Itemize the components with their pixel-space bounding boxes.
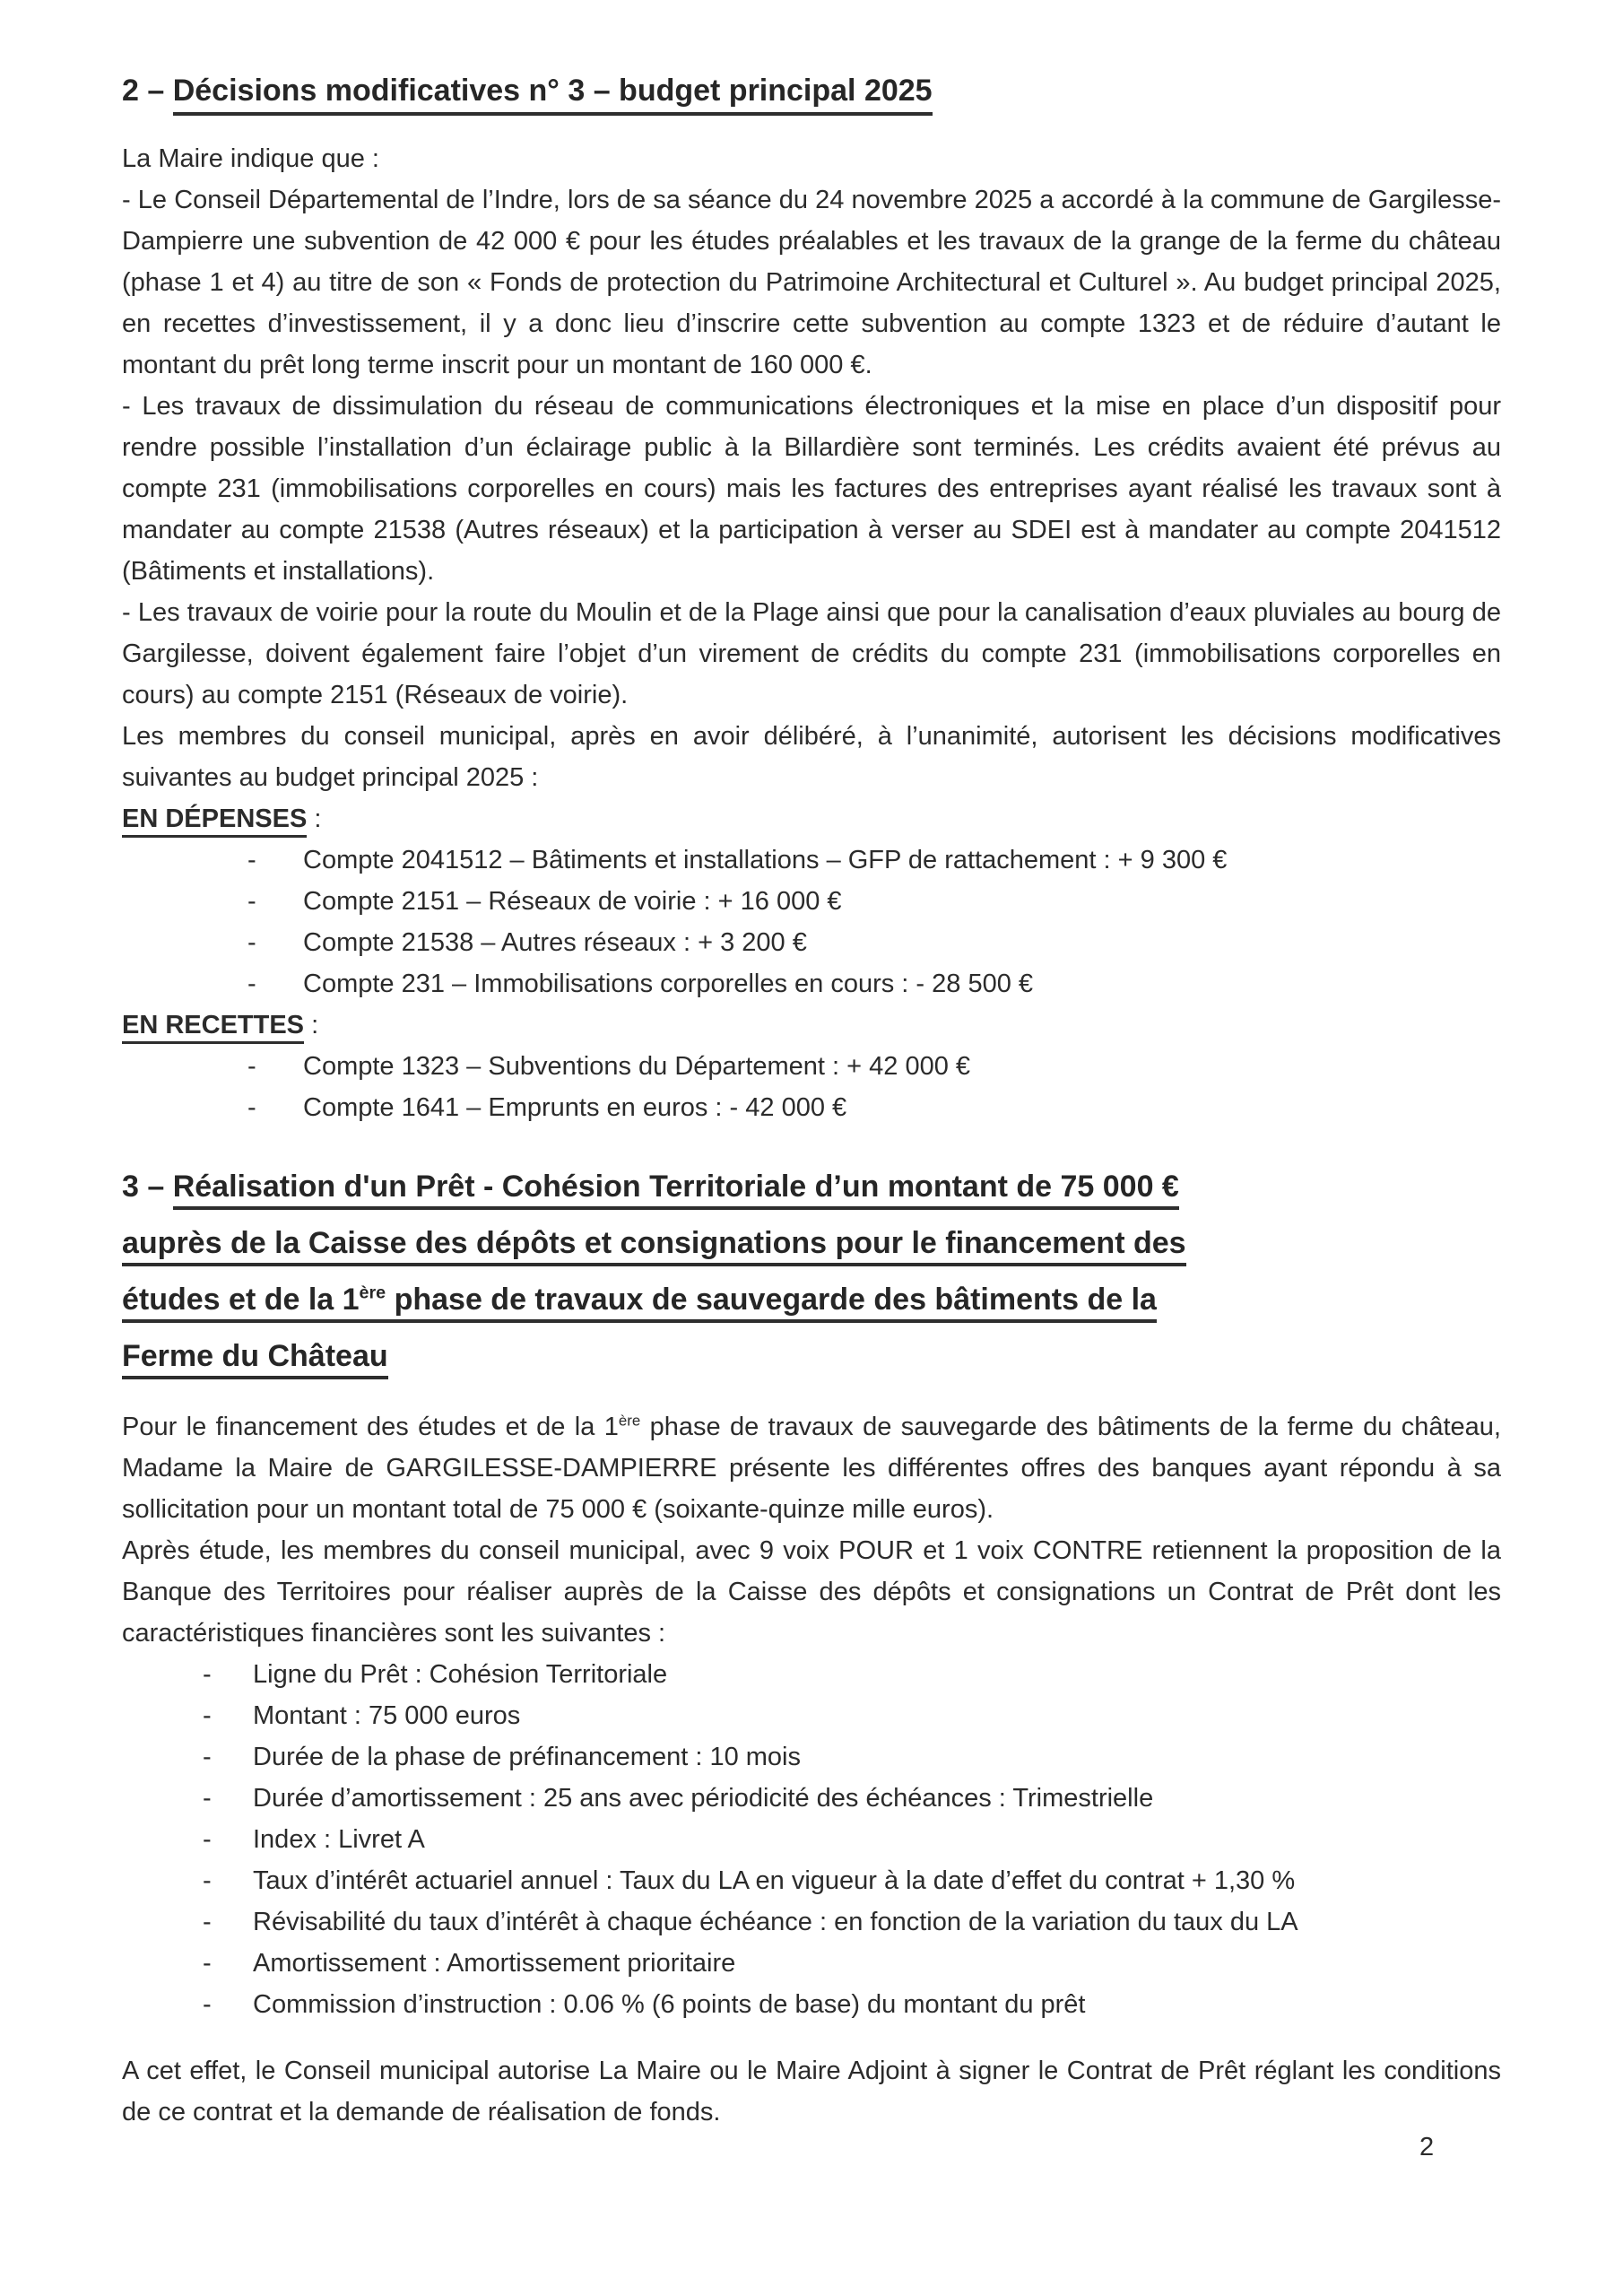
- loan-item-4: Durée d’amortissement : 25 ans avec périodicité des échéances : Trimestrielle: [253, 1784, 1154, 1813]
- dash-icon: -: [203, 1949, 212, 1978]
- recettes-item-1: Compte 1323 – Subventions du Département : + 42 000 €: [303, 1052, 971, 1081]
- dash-icon: -: [247, 970, 256, 998]
- depenses-item-4: Compte 231 – Immobilisations corporelles en cours : - 28 500 €: [303, 970, 1034, 998]
- list-item: [122, 1087, 1501, 1128]
- section-3-heading-line-4: [122, 1328, 1501, 1385]
- dash-icon: -: [247, 887, 256, 916]
- section-3-title-part-2: auprès de la Caisse des dépôts et consignations pour le financement des: [122, 1226, 1186, 1266]
- section-3-heading-line-2: [122, 1215, 1501, 1272]
- section-3-title-part-4: Ferme du Château: [122, 1339, 388, 1379]
- en-depenses-colon: :: [307, 804, 322, 833]
- en-recettes-colon: :: [304, 1011, 319, 1039]
- section-2-number: 2 –: [122, 74, 173, 108]
- dash-icon: -: [203, 1990, 212, 2019]
- section-3-title-part-1: Réalisation d'un Prêt - Cohésion Territoriale d’un montant de 75 000 €: [173, 1170, 1179, 1210]
- paragraph-vote: Après étude, les membres du conseil municipal, avec 9 voix POUR et 1 voix CONTRE retiennent la proposition de la Banque des Territoires pour réaliser auprès de la Caisse des dépôts et consignations un Contrat de Prêt dont les caractéristiques financières sont les suivantes :: [122, 1536, 1501, 1648]
- paragraph-subvention: - Le Conseil Départemental de l’Indre, lors de sa séance du 24 novembre 2025 a accordé à la commune de Gargilesse-Dampierre une subvention de 42 000 € pour les études préalables et les travaux de la grange de la ferme du château (phase 1 et 4) au titre de son « Fonds de protection du Patrimoine Architectural et Culturel ». Au budget principal 2025, en recettes d’investissement, il y a donc lieu d’inscrire cette subvention au compte 1323 et de réduire d’autant le montant du prêt long terme inscrit pour un montant de 160 000 €.: [122, 186, 1501, 379]
- en-recettes-label: EN RECETTES: [122, 1011, 304, 1044]
- list-item: [122, 1943, 1501, 1984]
- loan-item-8: Amortissement : Amortissement prioritaire: [253, 1949, 736, 1978]
- list-item: [122, 1984, 1501, 2025]
- depenses-item-1: Compte 2041512 – Bâtiments et installations – GFP de rattachement : + 9 300 €: [303, 846, 1228, 874]
- depenses-item-2: Compte 2151 – Réseaux de voirie : + 16 000 €: [303, 887, 842, 916]
- section-2-title: Décisions modificatives n° 3 – budget principal 2025: [173, 74, 933, 116]
- loan-item-7: Révisabilité du taux d’intérêt à chaque échéance : en fonction de la variation du taux du LA: [253, 1908, 1298, 1936]
- section-3-title-part-3: [122, 1283, 1157, 1323]
- en-recettes-line: [122, 1004, 1501, 1046]
- loan-item-2: Montant : 75 000 euros: [253, 1701, 521, 1730]
- title-part-3-post: phase de travaux de sauvegarde des bâtiments de la: [386, 1283, 1157, 1317]
- en-depenses-line: [122, 798, 1501, 839]
- list-item: [122, 839, 1501, 881]
- en-depenses-label: EN DÉPENSES: [122, 804, 307, 838]
- list-item: [122, 881, 1501, 922]
- title-part-3-pre: études et de la 1: [122, 1283, 360, 1317]
- list-item: [122, 1819, 1501, 1860]
- intro-line: La Maire indique que :: [122, 144, 379, 173]
- list-item: [122, 1695, 1501, 1736]
- paragraph-deliberation: Les membres du conseil municipal, après en avoir délibéré, à l’unanimité, autorisent les décisions modificatives suivantes au budget principal 2025 :: [122, 722, 1501, 792]
- depenses-item-3: Compte 21538 – Autres réseaux : + 3 200 €: [303, 928, 807, 957]
- dash-icon: -: [247, 1052, 256, 1081]
- paragraph-voirie: - Les travaux de voirie pour la route du Moulin et de la Plage ainsi que pour la canalisation d’eaux pluviales au bourg de Gargilesse, doivent également faire l’objet d’un virement de crédits du compte 231 (immobilisations corporelles en cours) au compte 2151 (Réseaux de voirie).: [122, 598, 1501, 709]
- list-item: [122, 1860, 1501, 1901]
- dash-icon: -: [203, 1660, 212, 1689]
- paragraph-dissimulation: - Les travaux de dissimulation du réseau de communications électroniques et la mise en place d’un dispositif pour rendre possible l’installation d’un éclairage public à la Billardière sont terminés. Les crédits avaient été prévus au compte 231 (immobilisations corporelles en cours) mais les factures des entreprises ayant réalisé les travaux sont à mandater au compte 21538 (Autres réseaux) et la participation à verser au SDEI est à mandater au compte 2041512 (Bâtiments et installations).: [122, 392, 1501, 586]
- section-3-heading-line-1: [122, 1159, 1501, 1215]
- list-item: [122, 963, 1501, 1004]
- financement-superscript: ère: [618, 1412, 641, 1430]
- loan-item-5: Index : Livret A: [253, 1825, 425, 1854]
- recettes-item-2: Compte 1641 – Emprunts en euros : - 42 000 €: [303, 1093, 847, 1122]
- dash-icon: -: [247, 1093, 256, 1122]
- dash-icon: -: [203, 1908, 212, 1936]
- dash-icon: -: [203, 1701, 212, 1730]
- title-part-3-superscript: ère: [359, 1283, 386, 1303]
- page-content: [122, 70, 1501, 2133]
- section-3-heading-line-3: [122, 1272, 1501, 1328]
- list-item: [122, 922, 1501, 963]
- dash-icon: -: [203, 1743, 212, 1771]
- paragraph-closing: A cet effet, le Conseil municipal autorise La Maire ou le Maire Adjoint à signer le Contrat de Prêt réglant les conditions de ce contrat et la demande de réalisation de fonds.: [122, 2057, 1501, 2126]
- dash-icon: -: [247, 928, 256, 957]
- list-item: [122, 1654, 1501, 1695]
- section-2-heading: [122, 70, 1501, 111]
- list-item: [122, 1046, 1501, 1087]
- loan-item-9: Commission d’instruction : 0.06 % (6 points de base) du montant du prêt: [253, 1990, 1086, 2019]
- dash-icon: -: [203, 1825, 212, 1854]
- list-item: [122, 1901, 1501, 1943]
- loan-item-1: Ligne du Prêt : Cohésion Territoriale: [253, 1660, 668, 1689]
- dash-icon: -: [247, 846, 256, 874]
- loan-item-3: Durée de la phase de préfinancement : 10 mois: [253, 1743, 801, 1771]
- section-3-heading: [122, 1159, 1501, 1385]
- financement-post: phase de travaux de sauvegarde des bâtiments de la ferme du château, Madame la Maire de GARGILESSE-DAMPIERRE présente les différentes offres des banques ayant répondu à sa sollicitation pour un montant total de 75 000 € (soixante-quinze mille euros).: [122, 1413, 1501, 1524]
- dash-icon: -: [203, 1866, 212, 1895]
- section-3-number: 3 –: [122, 1170, 173, 1204]
- page-number: 2: [1419, 2133, 1435, 2161]
- financement-pre: Pour le financement des études et de la 1: [122, 1413, 619, 1441]
- paragraph-financement: [122, 1406, 1501, 1530]
- loan-item-6: Taux d’intérêt actuariel annuel : Taux du LA en vigueur à la date d’effet du contrat + 1,30 %: [253, 1866, 1296, 1895]
- list-item: [122, 1736, 1501, 1778]
- dash-icon: -: [203, 1784, 212, 1813]
- list-item: [122, 1778, 1501, 1819]
